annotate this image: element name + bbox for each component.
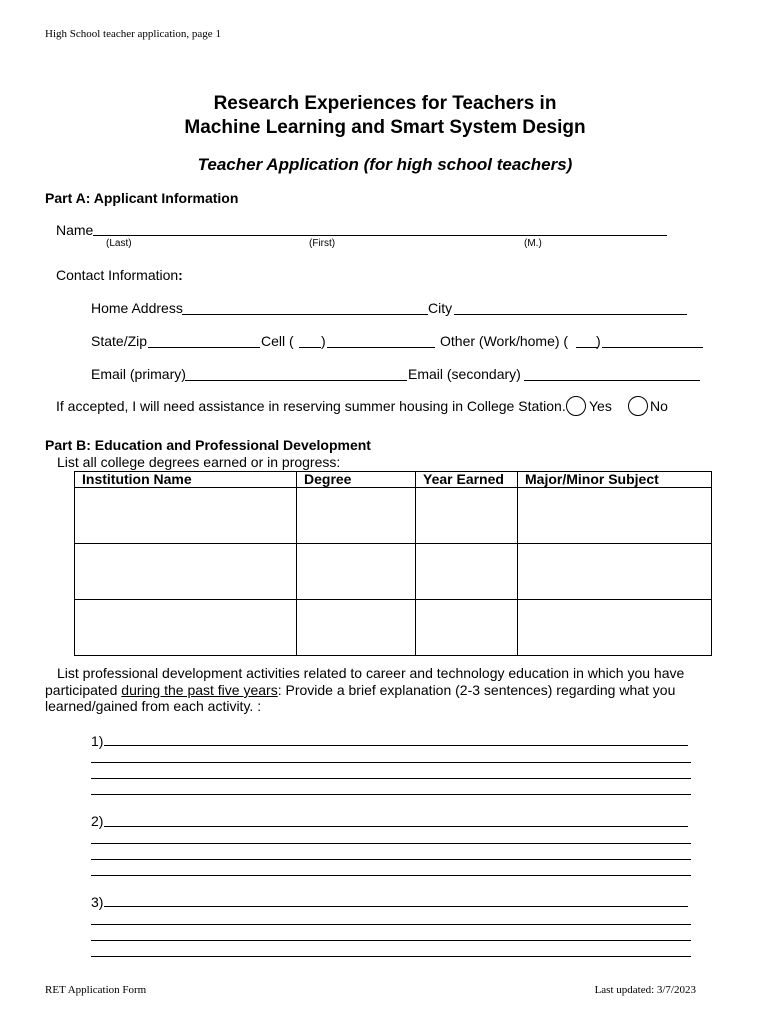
cell-label: Cell (	[261, 333, 294, 349]
degree-cell[interactable]	[297, 600, 416, 656]
cell-number-field[interactable]	[327, 347, 435, 348]
other-phone-field[interactable]	[602, 347, 703, 348]
housing-yes-label: Yes	[589, 398, 612, 414]
pd-item-3-line[interactable]	[91, 956, 691, 957]
pd-paragraph-line-1: List professional development activities related to career and technology education in which you have	[57, 665, 685, 681]
pd-item-1-line[interactable]	[91, 794, 691, 795]
name-middle-caption: (M.)	[524, 238, 542, 249]
institution-cell[interactable]	[75, 488, 297, 544]
other-phone-label: Other (Work/home) (	[440, 333, 569, 349]
name-label: Name	[56, 222, 94, 238]
subtitle: Teacher Application (for high school teachers)	[197, 155, 573, 174]
pd-item-2-line[interactable]	[91, 859, 691, 860]
email-secondary-field[interactable]	[524, 380, 700, 381]
footer-form-name: RET Application Form	[45, 984, 147, 996]
housing-question: If accepted, I will need assistance in reserving summer housing in College Station.	[56, 398, 566, 414]
housing-yes-radio[interactable]	[566, 396, 586, 416]
column-header-year-earned: Year Earned	[416, 472, 518, 488]
table-row	[75, 544, 712, 600]
pd-item-3-line[interactable]	[104, 906, 688, 907]
name-first-caption: (First)	[309, 238, 336, 249]
state-zip-label: State/Zip	[91, 333, 148, 349]
cell-close-paren: )	[321, 333, 326, 349]
home-address-label: Home Address	[91, 300, 183, 316]
pd-item-2-line[interactable]	[104, 826, 688, 827]
pd-item-2-line[interactable]	[91, 875, 691, 876]
email-primary-label: Email (primary)	[91, 366, 186, 382]
year-cell[interactable]	[416, 488, 518, 544]
pd-item-2-line[interactable]	[91, 843, 691, 844]
email-primary-field[interactable]	[185, 380, 407, 381]
table-header-row	[75, 472, 712, 488]
institution-cell[interactable]	[75, 544, 297, 600]
other-area-code-field[interactable]	[576, 347, 598, 348]
column-header-major-minor: Major/Minor Subject	[518, 472, 712, 488]
name-field[interactable]	[93, 235, 667, 236]
email-secondary-label: Email (secondary)	[408, 366, 521, 382]
major-cell[interactable]	[518, 544, 712, 600]
housing-no-radio[interactable]	[628, 396, 648, 416]
pd-item-number: 2)	[91, 813, 104, 829]
footer-last-updated: Last updated: 3/7/2023	[594, 984, 696, 996]
city-label: City	[428, 300, 453, 316]
title-line-2: Machine Learning and Smart System Design	[184, 117, 586, 138]
major-cell[interactable]	[518, 488, 712, 544]
pd-item-1-line[interactable]	[104, 745, 688, 746]
part-a-heading: Part A: Applicant Information	[45, 190, 239, 206]
table-row	[75, 488, 712, 544]
state-zip-field[interactable]	[148, 347, 260, 348]
institution-cell[interactable]	[75, 600, 297, 656]
pd-item-3-line[interactable]	[91, 940, 691, 941]
title-line-1: Research Experiences for Teachers in	[213, 93, 557, 114]
degrees-intro: List all college degrees earned or in progress:	[57, 454, 341, 470]
column-header-institution: Institution Name	[75, 472, 297, 488]
contact-label: Contact Information:	[56, 267, 183, 283]
degrees-table	[74, 471, 712, 656]
pd-item-number: 1)	[91, 733, 104, 749]
running-header: High School teacher application, page 1	[45, 28, 221, 40]
part-b-heading: Part B: Education and Professional Development	[45, 437, 371, 453]
column-header-degree: Degree	[297, 472, 416, 488]
pd-paragraph-line-2: participated during the past five years: Provide a brief explanation (2-3 sentences) regarding what you	[45, 682, 676, 698]
pd-item-1-line[interactable]	[91, 762, 691, 763]
major-cell[interactable]	[518, 600, 712, 656]
pd-item-3-line[interactable]	[91, 924, 691, 925]
name-last-caption: (Last)	[106, 238, 132, 249]
pd-item-1-line[interactable]	[91, 778, 691, 779]
other-close-paren: )	[596, 333, 601, 349]
table-row	[75, 600, 712, 656]
city-field[interactable]	[454, 314, 687, 315]
degree-cell[interactable]	[297, 544, 416, 600]
housing-no-label: No	[650, 398, 668, 414]
pd-item-number: 3)	[91, 894, 104, 910]
year-cell[interactable]	[416, 600, 518, 656]
pd-paragraph-line-3: learned/gained from each activity. :	[45, 698, 262, 714]
year-cell[interactable]	[416, 544, 518, 600]
degree-cell[interactable]	[297, 488, 416, 544]
home-address-field[interactable]	[182, 314, 428, 315]
cell-area-code-field[interactable]	[299, 347, 321, 348]
